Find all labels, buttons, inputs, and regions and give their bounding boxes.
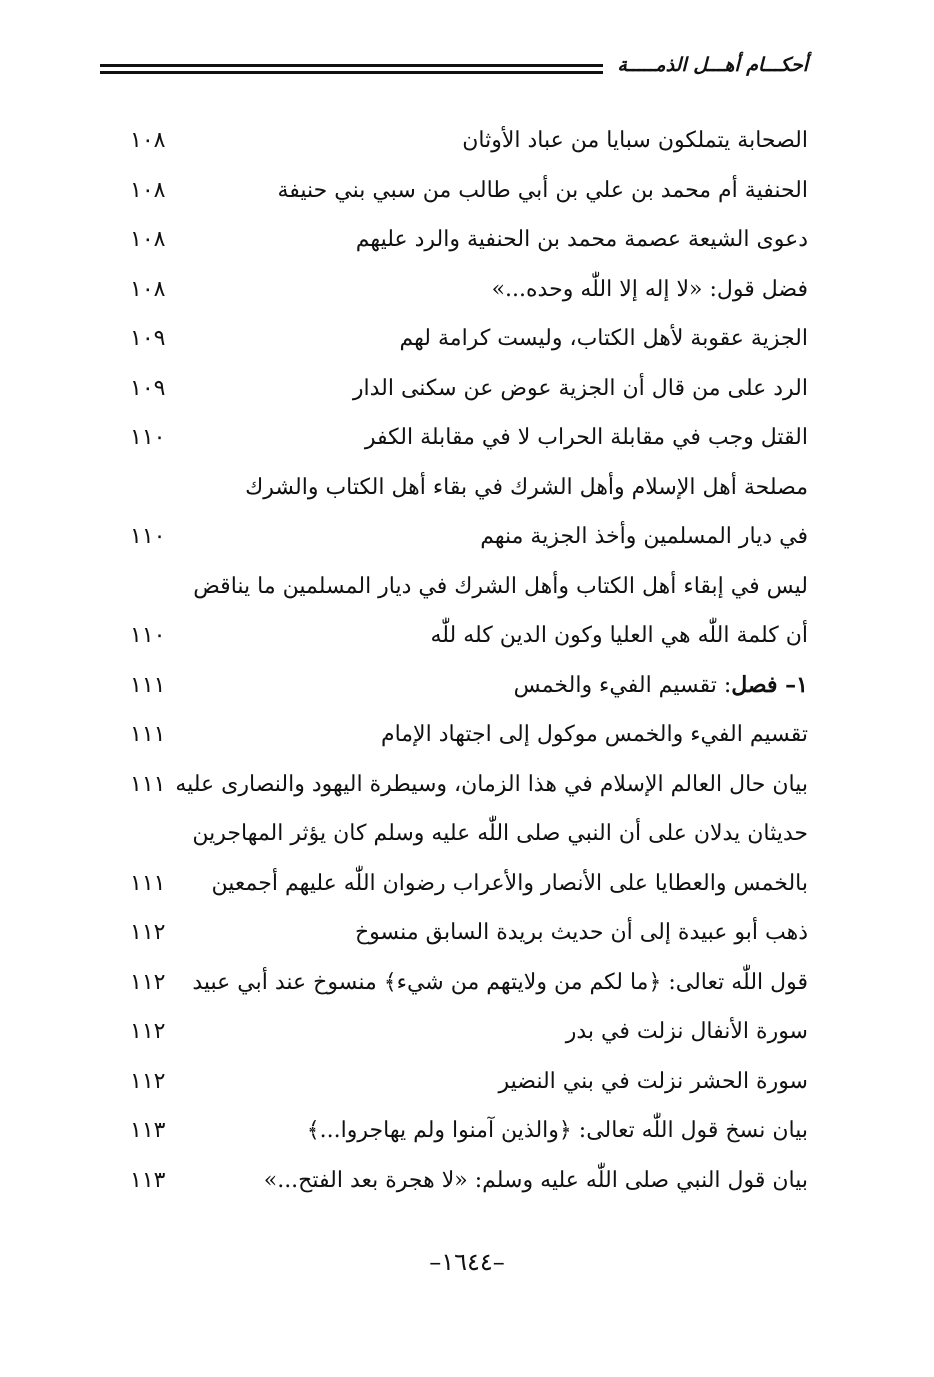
- toc-entry-title: [353, 376, 808, 401]
- toc-entry: [120, 364, 808, 414]
- toc-entry: [120, 314, 808, 364]
- page-number: –١٦٤٤–: [429, 1248, 505, 1276]
- toc-entry: [120, 166, 808, 216]
- toc-entry: [120, 1156, 808, 1206]
- toc-entry: [120, 908, 808, 958]
- header-rule-bottom: [100, 71, 603, 74]
- toc-entry-text: أن كلمة اللّٰه هي العليا وكون الدين كله للّٰه: [430, 623, 808, 649]
- running-header-title: أحكـــام أهـــل الذمـــــة: [617, 54, 808, 76]
- toc-entry-page: ١١٢: [130, 969, 166, 995]
- header-rule-top: [100, 64, 603, 67]
- toc-entry: [120, 1007, 808, 1057]
- toc-entry: [120, 116, 808, 166]
- toc-entry-page: ١٠٨: [130, 177, 166, 203]
- toc-entry: [120, 760, 808, 810]
- toc-entry: [120, 413, 808, 463]
- toc-entry-page: ١١١: [130, 771, 166, 797]
- toc-entry-page: ١١٣: [130, 1118, 166, 1144]
- toc-entry: [120, 265, 808, 315]
- toc-entry-title: [480, 524, 808, 549]
- toc-entry-title: [264, 1168, 808, 1193]
- toc-entry-text: الحنفية أم محمد بن علي بن أبي طالب من سبي بني حنيفة: [277, 177, 808, 203]
- table-of-contents: [120, 116, 808, 1205]
- toc-entry-text: قول اللّٰه تعالى: ﴿ما لكم من ولايتهم من شيء﴾ منسوخ عند أبي عبيد: [192, 969, 808, 995]
- toc-entry-page: ١١٠: [130, 425, 166, 451]
- toc-entry-text: بيان نسخ قول اللّٰه تعالى: ﴿والذين آمنوا ولم يهاجروا...﴾: [306, 1118, 808, 1144]
- toc-entry-title: [381, 722, 808, 747]
- toc-entry-title: [277, 178, 808, 203]
- toc-entry-text: سورة الحشر نزلت في بني النضير: [498, 1068, 808, 1094]
- toc-entry: [120, 809, 808, 859]
- toc-entry-title: [400, 326, 808, 351]
- toc-entry: [120, 562, 808, 612]
- toc-entry: [120, 215, 808, 265]
- toc-entry-page: ١١١: [130, 870, 166, 896]
- toc-entry-page: ١١٠: [130, 524, 166, 550]
- toc-entry-text: مصلحة أهل الإسلام وأهل الشرك في بقاء أهل الكتاب والشرك: [245, 474, 808, 500]
- toc-entry: [120, 512, 808, 562]
- toc-entry-text: ليس في إبقاء أهل الكتاب وأهل الشرك في ديار المسلمين ما يناقض: [193, 573, 808, 599]
- toc-entry-title: [566, 1019, 808, 1044]
- toc-entry-title: [307, 1118, 808, 1143]
- toc-entry-title: [430, 623, 808, 648]
- toc-entry-title: [514, 672, 808, 698]
- toc-entry-page: ١١١: [130, 722, 166, 748]
- toc-entry-text: بيان حال العالم الإسلام في هذا الزمان، وسيطرة اليهود والنصارى عليه: [175, 771, 808, 797]
- toc-entry-title: [192, 970, 808, 995]
- toc-entry-page: ١١٠: [130, 623, 166, 649]
- toc-entry-title: [492, 277, 808, 302]
- toc-entry-text: : تقسيم الفيء والخمس: [513, 673, 732, 699]
- toc-entry-page: ١٠٩: [130, 375, 166, 401]
- toc-entry: [120, 710, 808, 760]
- toc-entry-text: سورة الأنفال نزلت في بدر: [565, 1019, 808, 1045]
- toc-entry-page: ١١٢: [130, 920, 166, 946]
- toc-entry-page: ١٠٨: [130, 128, 166, 154]
- toc-entry-page: ١١٣: [130, 1167, 166, 1193]
- page-header: [100, 52, 808, 86]
- toc-entry-text: فضل قول: «لا إله إلا اللّٰه وحده...»: [491, 276, 808, 302]
- toc-entry-text: الرد على من قال أن الجزية عوض عن سكنى الدار: [352, 375, 808, 401]
- toc-entry: [120, 463, 808, 513]
- toc-entry-page: ١١١: [130, 672, 166, 698]
- toc-entry-text: الصحابة يتملكون سبايا من عباد الأوثان: [462, 128, 808, 154]
- toc-entry-text: الجزية عقوبة لأهل الكتاب، وليست كرامة لهم: [399, 326, 808, 352]
- toc-entry-title: [365, 425, 808, 450]
- toc-entry-title: [212, 871, 808, 896]
- toc-entry: [120, 958, 808, 1008]
- toc-entry-page: ١٠٩: [130, 326, 166, 352]
- toc-entry-text: القتل وجب في مقابلة الحراب لا في مقابلة الكفر: [364, 425, 808, 451]
- toc-entry-text: دعوى الشيعة عصمة محمد بن الحنفية والرد عليهم: [355, 227, 808, 253]
- toc-entry: [120, 611, 808, 661]
- toc-entry-text: تقسيم الفيء والخمس موكول إلى اجتهاد الإمام: [380, 722, 808, 748]
- toc-entry-page: ١١٢: [130, 1068, 166, 1094]
- toc-entry: [120, 1106, 808, 1156]
- toc-entry-title: [355, 920, 808, 945]
- toc-entry-page: ١٠٨: [130, 276, 166, 302]
- toc-entry: [120, 859, 808, 909]
- toc-entry: [120, 661, 808, 711]
- section-heading-label: ١– فصل: [731, 672, 808, 699]
- toc-entry-text: بيان قول النبي صلى اللّٰه عليه وسلم: «لا هجرة بعد الفتح...»: [263, 1167, 808, 1193]
- toc-entry-title: [462, 128, 808, 153]
- toc-entry-title: [175, 772, 808, 797]
- toc-entry-text: حديثان يدلان على أن النبي صلى اللّٰه عليه وسلم كان يؤثر المهاجرين: [192, 821, 808, 847]
- toc-entry-title: [193, 574, 808, 599]
- toc-entry-page: ١١٢: [130, 1019, 166, 1045]
- toc-entry-page: ١٠٨: [130, 227, 166, 253]
- toc-entry-title: [356, 227, 808, 252]
- toc-entry-text: في ديار المسلمين وأخذ الجزية منهم: [480, 524, 808, 550]
- toc-entry-title: [498, 1069, 808, 1094]
- toc-entry-title: [192, 821, 808, 846]
- toc-entry-text: بالخمس والعطايا على الأنصار والأعراب رضوان اللّٰه عليهم أجمعين: [211, 870, 808, 896]
- toc-entry-title: [245, 475, 808, 500]
- toc-entry: [120, 1057, 808, 1107]
- toc-entry-text: ذهب أبو عبيدة إلى أن حديث بريدة السابق منسوخ: [354, 920, 808, 946]
